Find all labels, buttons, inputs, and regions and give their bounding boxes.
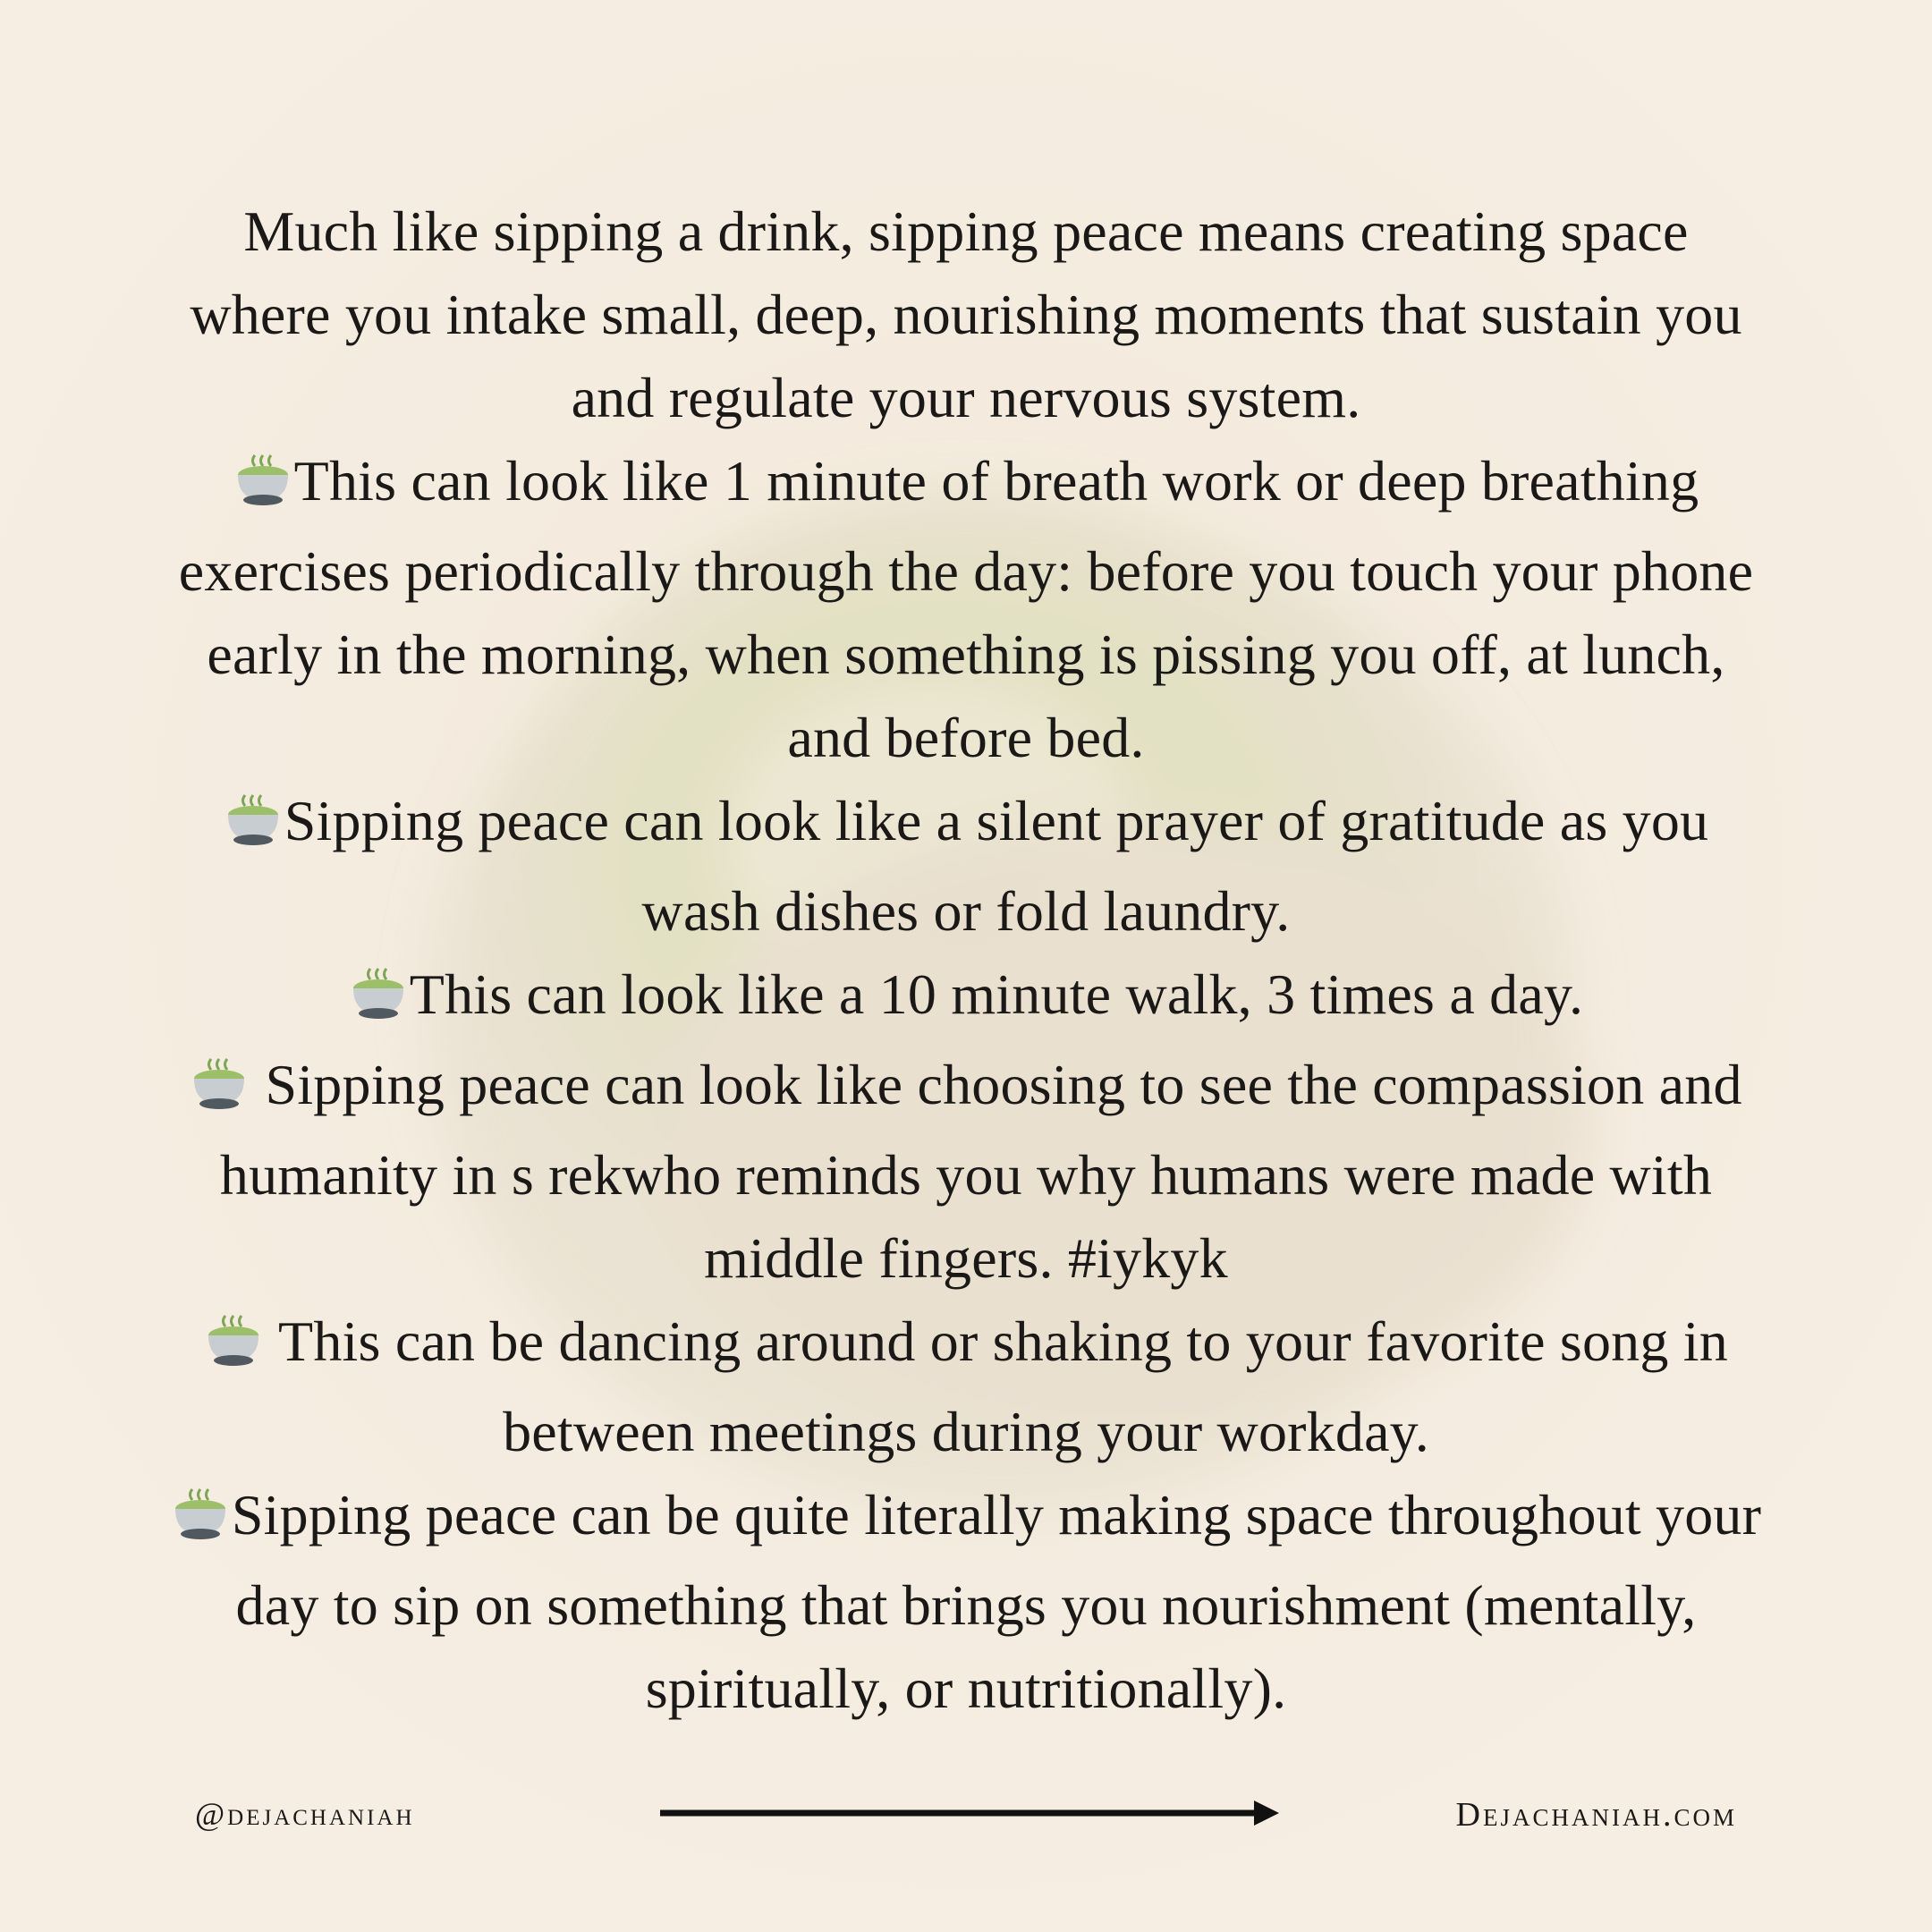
matcha-cup-icon xyxy=(190,1050,249,1133)
website-link[interactable]: Dejachaniah.com xyxy=(1455,1796,1737,1834)
matcha-cup-icon xyxy=(204,1307,263,1390)
tip-paragraph xyxy=(170,1300,1762,1473)
tip-paragraph xyxy=(170,1043,1762,1300)
right-arrow-icon xyxy=(660,1797,1279,1829)
matcha-cup-icon xyxy=(224,786,283,869)
tip-paragraph xyxy=(170,1473,1762,1730)
tip-paragraph xyxy=(170,439,1762,779)
paragraph-text: Sipping peace can look like choosing to see the compassion and humanity in s rekwho reminds you why humans were made with middle fingers. #iykyk xyxy=(219,1053,1742,1290)
matcha-cup-icon xyxy=(171,1480,230,1563)
social-handle: @dejachaniah xyxy=(195,1796,415,1832)
paragraph-text: This can look like 1 minute of breath work or deep breathing exercises periodically through the day: before you touch your phone early in the morning, when something is pissing you off, at lunch, and before bed. xyxy=(178,449,1754,769)
paragraph-text: Sipping peace can be quite literally making space throughout your day to sip on something that brings you nourishment (mentally, spiritually, or nutritionally). xyxy=(231,1483,1762,1720)
tip-paragraph xyxy=(170,779,1762,953)
paragraph-text: This can look like a 10 minute walk, 3 times a day. xyxy=(409,962,1584,1026)
main-text-block xyxy=(170,190,1762,1730)
matcha-cup-icon xyxy=(233,446,292,530)
paragraph-text: This can be dancing around or shaking to your favorite song in between meetings during your workday. xyxy=(265,1309,1728,1463)
paragraph-text: Sipping peace can look like a silent prayer of gratitude as you wash dishes or fold laundry. xyxy=(284,789,1709,943)
footer xyxy=(0,1784,1932,1847)
matcha-cup-icon xyxy=(349,960,408,1043)
paragraph-text: Much like sipping a drink, sipping peace means creating space where you intake small, deep, nourishing moments that sustain you and regulate your nervous system. xyxy=(190,199,1742,429)
intro-paragraph xyxy=(170,190,1762,439)
tip-paragraph xyxy=(170,953,1762,1043)
